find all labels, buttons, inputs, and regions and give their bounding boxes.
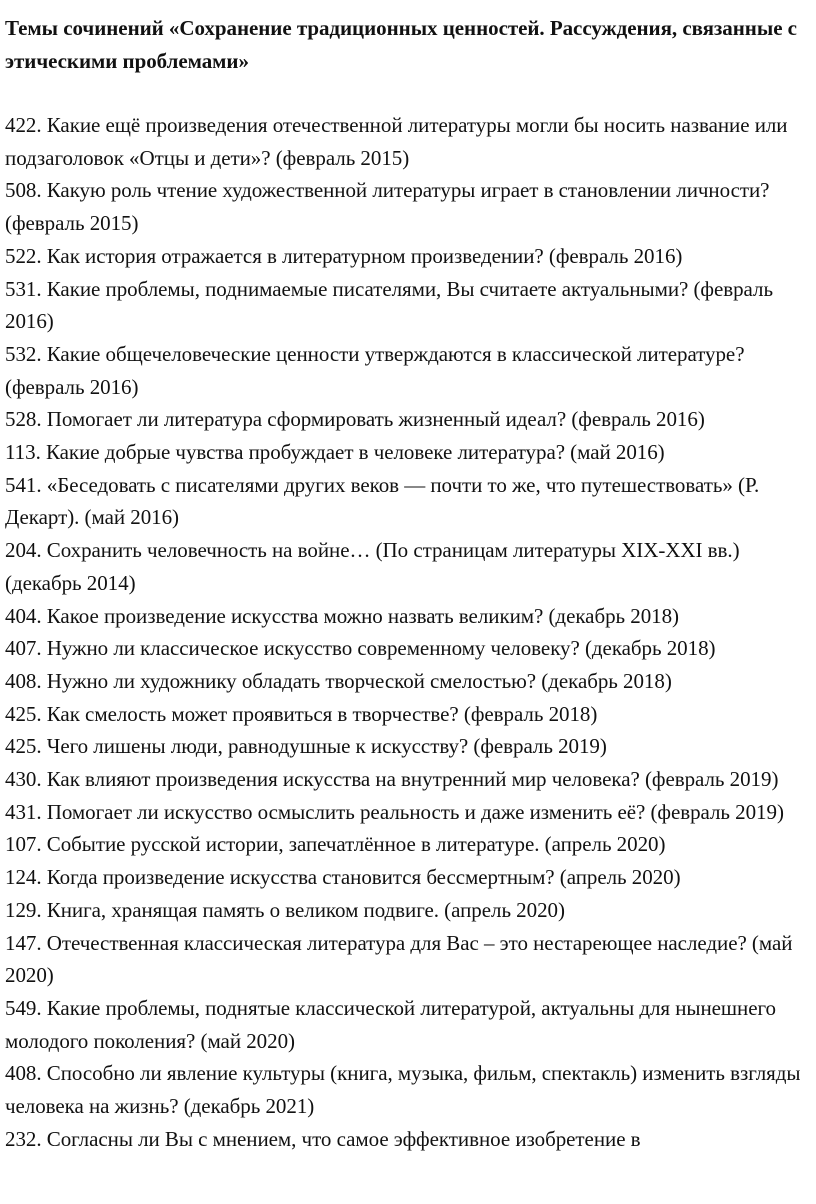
list-item: 422. Какие ещё произведения отечественной литературы могли бы носить название или подзаголовок «Отцы и дети»? (февраль 2015) <box>5 113 788 170</box>
essay-topics-list <box>5 109 811 1156</box>
list-item: 431. Помогает ли искусство осмыслить реальность и даже изменить её? (февраль 2019) <box>5 799 784 824</box>
list-item: 425. Чего лишены люди, равнодушные к искусству? (февраль 2019) <box>5 734 607 759</box>
list-item: 408. Нужно ли художнику обладать творческой смелостью? (декабрь 2018) <box>5 668 672 693</box>
document-page <box>5 0 811 1156</box>
list-item: 430. Как влияют произведения искусства на внутренний мир человека? (февраль 2019) <box>5 767 779 792</box>
list-item: 232. Согласны ли Вы с мнением, что самое эффективное изобретение в <box>5 1126 641 1151</box>
list-item: 508. Какую роль чтение художественной литературы играет в становлении личности? (февраль 2015) <box>5 178 770 236</box>
list-item: 404. Какое произведение искусства можно назвать великим? (декабрь 2018) <box>5 603 679 628</box>
list-item: 204. Сохранить человечность на войне… (По страницам литературы XIX-XXI вв.) (декабрь 2014) <box>5 538 740 595</box>
list-item: 531. Какие проблемы, поднимаемые писателями, Вы считаете актуальными? (февраль 2016) <box>5 276 773 334</box>
title-spacer <box>5 78 811 109</box>
list-item: 124. Когда произведение искусства становится бессмертным? (апрель 2020) <box>5 865 681 890</box>
list-item: 549. Какие проблемы, поднятые классической литературой, актуальны для нынешнего молодого поколения? (май 2020) <box>5 995 776 1053</box>
document-title: Темы сочинений «Сохранение традиционных ценностей. Рассуждения, связанные с этическими проблемами» <box>5 16 797 73</box>
list-item: 107. Событие русской истории, запечатлённое в литературе. (апрель 2020) <box>5 832 666 857</box>
list-item: 408. Способно ли явление культуры (книга, музыка, фильм, спектакль) изменить взгляды человека на жизнь? (декабрь 2021) <box>5 1061 801 1119</box>
list-item: 129. Книга, хранящая память о великом подвиге. (апрель 2020) <box>5 897 565 922</box>
list-item: 407. Нужно ли классическое искусство современному человеку? (декабрь 2018) <box>5 636 716 661</box>
list-item: 522. Как история отражается в литературном произведении? (февраль 2016) <box>5 243 683 268</box>
list-item: 425. Как смелость может проявиться в творчестве? (февраль 2018) <box>5 701 598 726</box>
list-item: 113. Какие добрые чувства пробуждает в человеке литература? (май 2016) <box>5 440 665 465</box>
list-item: 147. Отечественная классическая литература для Вас – это нестареющее наследие? (май 2020) <box>5 930 793 988</box>
list-item: 532. Какие общечеловеческие ценности утверждаются в классической литературе? (февраль 2016) <box>5 341 745 399</box>
list-item: 528. Помогает ли литература сформировать жизненный идеал? (февраль 2016) <box>5 407 705 432</box>
list-item: 541. «Беседовать с писателями других веков — почти то же, что путешествовать» (Р. Декарт). (май 2016) <box>5 472 760 530</box>
